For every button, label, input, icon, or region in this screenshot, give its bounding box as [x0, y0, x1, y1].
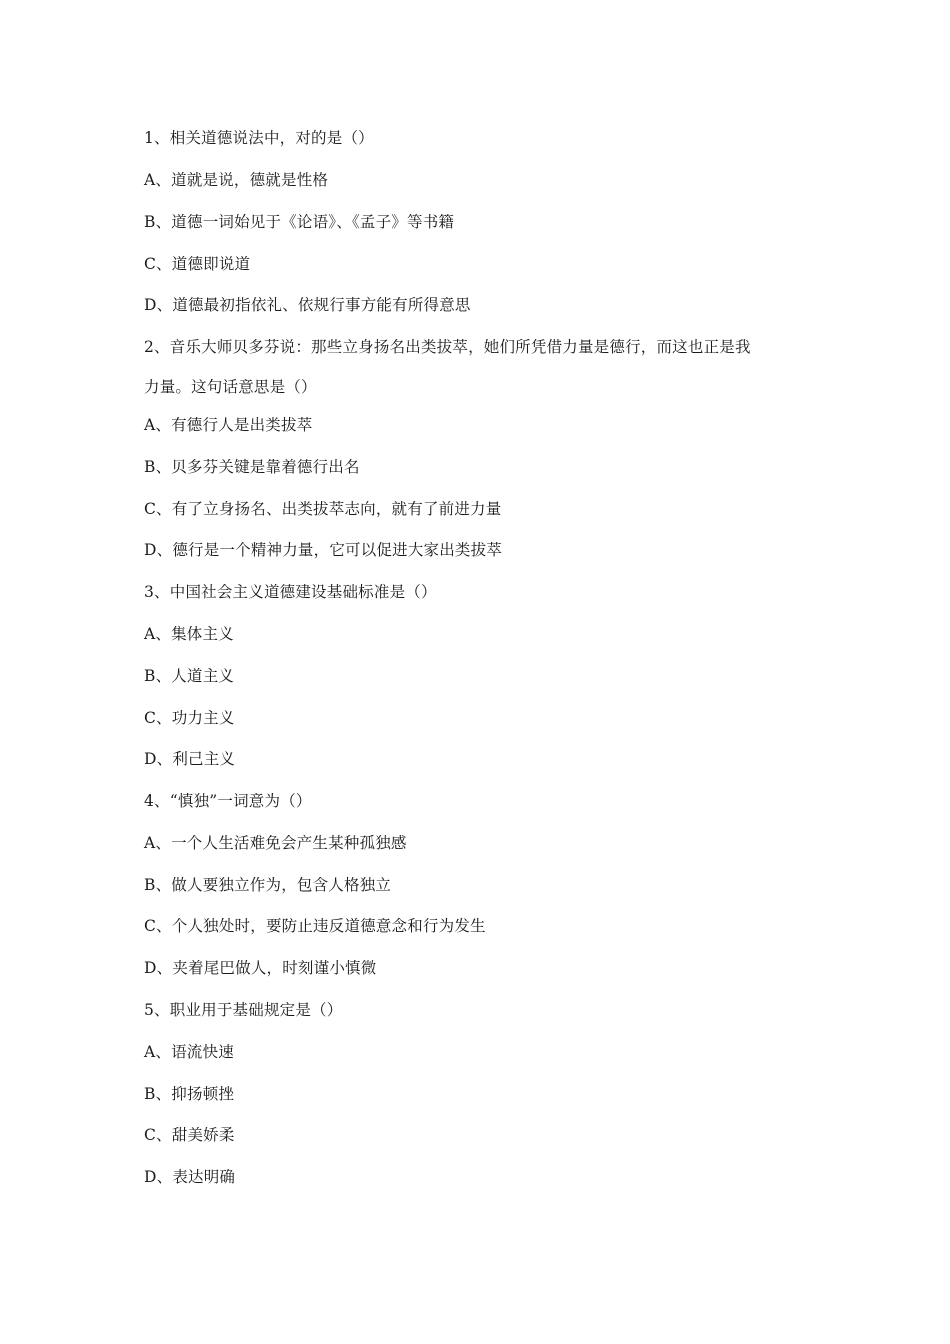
question-3-option-d: D、利己主义 [144, 750, 236, 768]
question-1-stem: 1、相关道德说法中，对的是（） [144, 129, 374, 147]
question-2-option-d: D、德行是一个精神力量，它可以促进大家出类拔萃 [144, 541, 503, 559]
question-5-option-d: D、表达明确 [144, 1168, 236, 1186]
question-4-option-c: C、个人独处时，要防止违反道德意念和行为发生 [144, 917, 486, 935]
question-4-stem: 4、“慎独”一词意为（） [144, 792, 312, 810]
question-3-option-a: A、集体主义 [144, 625, 234, 643]
question-2-option-c: C、有了立身扬名、出类拔萃志向，就有了前进力量 [144, 500, 502, 518]
question-2-stem-line-2: 力量。这句话意思是（） [144, 378, 317, 396]
question-4-option-d: D、夹着尾巴做人，时刻谨小慎微 [144, 959, 377, 977]
question-3-stem: 3、中国社会主义道德建设基础标准是（） [144, 583, 437, 601]
question-2-option-a: A、有德行人是出类拔萃 [144, 416, 313, 434]
question-1-option-b: B、道德一词始见于《论语》、《孟子》等书籍 [144, 213, 455, 231]
question-1-option-d: D、道德最初指依礼、依规行事方能有所得意思 [144, 296, 471, 314]
question-5-stem: 5、职业用于基础规定是（） [144, 1001, 343, 1019]
question-5-option-c: C、甜美娇柔 [144, 1126, 235, 1144]
question-4-option-b: B、做人要独立作为，包含人格独立 [144, 876, 392, 894]
question-3-option-b: B、人道主义 [144, 667, 235, 685]
question-3-option-c: C、功力主义 [144, 709, 235, 727]
question-2-stem-line-1: 2、音乐大师贝多芬说：那些立身扬名出类拔萃，她们所凭借力量是德行，而这也正是我 [144, 338, 751, 356]
question-2-option-b: B、贝多芬关键是靠着德行出名 [144, 458, 360, 476]
question-4-option-a: A、一个人生活难免会产生某种孤独感 [144, 834, 407, 852]
question-1-option-c: C、道德即说道 [144, 255, 251, 273]
question-1-option-a: A、道就是说，德就是性格 [144, 171, 329, 189]
question-5-option-a: A、语流快速 [144, 1043, 234, 1061]
question-5-option-b: B、抑扬顿挫 [144, 1085, 235, 1103]
